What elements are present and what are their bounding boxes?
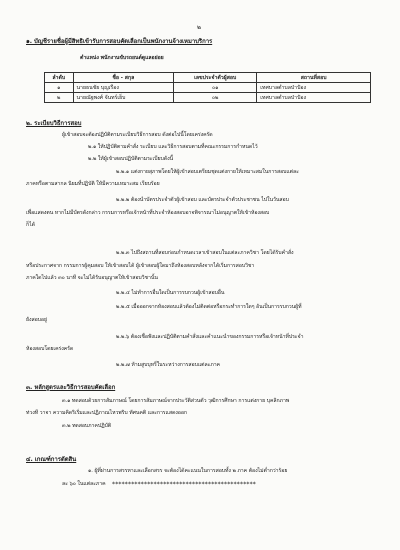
section2-line: ๒.๒ ให้ผู้เข้าสอบปฏิบัติตามระเบียบดังนี้: [88, 156, 174, 162]
section2-line: ยังสอบอยู่: [26, 317, 47, 323]
section2-line: ห้องสอบโดยเคร่งครัด: [26, 346, 74, 352]
cell-order: ๒: [45, 93, 74, 103]
section2-line: ก็ได้: [26, 222, 35, 228]
section4-line: ละ ๖๐ ในแต่ละภาค: [62, 481, 106, 487]
section2-line: เพื่อแสดงตน หากไม่มีบัตรดังกล่าว กรรมการหรือเจ้าหน้าที่ประจำห้องสอบอาจพิจารณาไม่อนุญาตให้เข้าห้องสอบ: [26, 210, 270, 216]
cell-name: นายณัฐพงศ์ จันทร์เย็บ: [73, 93, 174, 103]
section2-line: ๒.๒.๔ ไม่ทำการอื่นใดเป็นการรบกวนผู้เข้าสอบอื่น: [116, 290, 225, 296]
section2-line: ๒.๒.๑ แต่งกายสุภาพโดยให้ผู้เข้าสอบเตรียมชุดแต่งกายให้เหมาะสมในการสอบแต่ละ: [116, 169, 299, 175]
candidate-table: [44, 72, 371, 103]
section1-heading: ๑. บัญชีรายชื่อผู้มีสิทธิเข้ารับการสอบคัดเลือกเป็นพนักงานจ้างเหมาบริการ: [26, 38, 213, 45]
cell-name: นายธนชัย บุญเรือง: [73, 83, 174, 93]
cell-order: ๑: [45, 83, 74, 93]
table-header-row: [45, 73, 371, 83]
section2-line: ๒.๒.๖ ต้องเชื่อฟังและปฏิบัติตามคำสั่งและคำแนะนำของกรรมการหรือเจ้าหน้าที่ประจำ: [116, 334, 304, 340]
position-title: ตำแหน่ง พนักงานขับรถยนต์ดูแลอย่อย: [80, 55, 164, 61]
section2-line: ภาคใดไปแล้ว ๓๐ นาที จะไม่ได้รับอนุญาตให้เข้าสอบวิชานั้น: [26, 275, 158, 281]
table-row: [45, 93, 371, 103]
section2-line: ๒.๒.๒ ต้องนำบัตรประจำตัวผู้เข้าสอบ และบัตรประจำตัวประชาชน ไปในวันสอบ: [116, 197, 289, 203]
cell-exam-id: ๐๒: [174, 93, 257, 103]
section3-line: ๓.๒ ทดสอบภาคปฏิบัติ: [62, 423, 112, 429]
header-name: ชื่อ - สกุล: [73, 73, 174, 83]
section2-line: ภาคหรือตามสากล นิยมที่ปฏิบัติ ให้มีความเหมาะสม เรียบร้อย: [26, 181, 160, 187]
section2-line: ๒.๒.๕ เมื่อออกจากห้องสอบแล้วต้องไม่ติดต่อหรือกระทำการใดๆ อันเป็นการรบกวนผู้ที่: [116, 304, 302, 310]
section2-heading: ๒. ระเบียบวิธีการสอบ: [26, 120, 82, 127]
section3-heading: ๓. หลักสูตรและวิธีการสอบคัดเลือก: [26, 384, 116, 391]
section2-line: ๒.๑ ให้ปฏิบัติตามคำสั่ง ระเบียบ และวิธีการสอบตามที่คณะกรรมการกำหนดไว้: [88, 144, 258, 150]
cell-exam-place: เทศบาลตำบลป่าป้อง: [257, 83, 371, 93]
section3-line: ท่วงที วาจา ความคิดริเริ่มและปฏิภาณไหวพริบ ทัศนคติ และการแสดงออก: [26, 410, 187, 416]
cell-exam-place: เทศบาลตำบลป่าป้อง: [257, 93, 371, 103]
header-exam-id: เลขประจำตัวผู้สอบ: [174, 73, 257, 83]
section3-line: ๓.๑ ทดสอบด้วยการสัมภาษณ์ โดยการสัมภาษณ์จากประวัติส่วนตัว วุฒิการศึกษา การแต่งกาย บุคลิกภาพ: [62, 398, 290, 404]
section4-heading: ๔. เกณฑ์การตัดสิน: [26, 456, 77, 463]
section2-line: หรือประกาศจาก กรรมการผู้คุมสอบ ให้เข้าสอบได้ ผู้เข้าสอบผู้ใดมาถึงห้องสอบหลังจากได้เริ่มการสอบวิชา: [26, 263, 255, 269]
page-number: ๒: [197, 24, 201, 31]
cell-exam-id: ๐๑: [174, 83, 257, 93]
section2-line: ๒.๒.๓ ไปถึงสถานที่สอบก่อนกำหนดเวลาเข้าสอบในแต่ละภาควิชา โดยได้รับคำสั่ง: [116, 250, 294, 256]
closing-stars: *********************************************: [112, 481, 256, 488]
section4-line: ๑. ผู้ที่ผ่านการสรรหาและเลือกสรร จะต้องได้คะแนนในการสอบทั้ง ๒ ภาค ต้องไม่ต่ำกว่าร้อย: [88, 468, 288, 474]
section2-line: ผู้เข้าสอบจะต้องปฏิบัติตามระเบียบวิธีการสอบ ดังต่อไปนี้โดยเคร่งครัด: [62, 132, 213, 138]
section2-line: ๒.๒.๗ ห้ามสูบบุหรี่ในระหว่างการสอบแต่ละภาค: [116, 362, 220, 368]
table-row: [45, 83, 371, 93]
header-exam-place: สถานที่สอบ: [257, 73, 371, 83]
header-order: ลำดับ: [45, 73, 74, 83]
